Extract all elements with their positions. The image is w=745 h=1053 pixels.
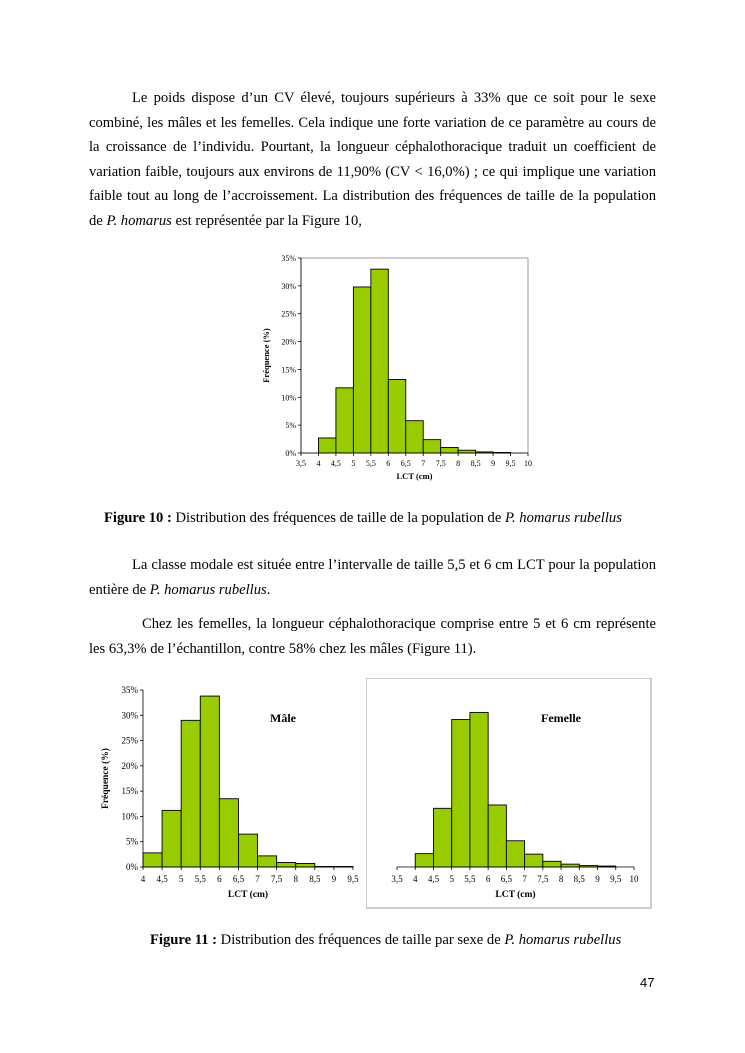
histogram-bar <box>441 447 458 453</box>
histogram-bar <box>415 854 433 867</box>
x-tick-label: 5 <box>351 459 356 468</box>
paragraph-text: La classe modale est située entre l’intervalle de taille 5,5 et 6 cm LCT pour la population entière de <box>89 557 656 598</box>
x-tick-label: 7,5 <box>537 874 549 884</box>
x-tick-label: 6 <box>217 874 222 884</box>
x-tick-label: 6 <box>485 874 491 884</box>
x-tick-label: 7 <box>255 874 260 884</box>
x-tick-label: 7 <box>522 874 527 884</box>
x-tick-label: 6 <box>386 459 391 468</box>
x-tick-label: 8 <box>558 874 564 884</box>
y-tick-label: 10% <box>121 811 138 822</box>
x-tick-label: 10 <box>629 874 639 884</box>
y-axis-title: Fréquence (%) <box>261 328 271 383</box>
y-tick-label: 20% <box>281 337 296 347</box>
page-number: 47 <box>640 975 655 990</box>
x-tick-label: 4,5 <box>156 874 168 884</box>
histogram-bar <box>388 379 405 453</box>
caption-species: P. homarus rubellus <box>504 510 622 526</box>
histogram-bar <box>162 810 181 867</box>
histogram-bar <box>277 862 296 867</box>
histogram-bar <box>452 720 470 867</box>
histogram-bar <box>470 712 488 867</box>
y-tick-label: 35% <box>281 254 296 263</box>
histogram-bar <box>561 864 579 867</box>
x-tick-label: 4 <box>140 874 146 884</box>
y-tick-label: 30% <box>121 710 138 721</box>
x-tick-label: 6,5 <box>500 874 513 884</box>
x-tick-label: 4 <box>412 874 418 884</box>
y-tick-label: 25% <box>121 735 138 746</box>
chart-title: Femelle <box>541 711 581 725</box>
x-tick-label: 9 <box>331 874 337 884</box>
paragraph-weight-cv <box>89 86 656 233</box>
caption-species: P. homarus rubellus <box>504 932 622 948</box>
histogram-bar <box>488 805 506 867</box>
figure-10-svg <box>255 248 545 488</box>
x-tick-label: 9,5 <box>505 459 516 468</box>
histogram-bar <box>296 863 315 867</box>
x-tick-label: 5,5 <box>194 874 206 884</box>
figure-11-caption <box>150 932 621 949</box>
chart-title: Mâle <box>270 711 296 725</box>
y-tick-label: 5% <box>285 421 296 431</box>
x-tick-label: 5 <box>449 874 454 884</box>
figure-11-female-svg <box>366 678 655 910</box>
histogram-bar <box>143 853 162 867</box>
histogram-bar <box>406 421 423 453</box>
species-name: P. homarus <box>106 212 172 229</box>
caption-text: Distribution des fréquences de taille de la population de <box>171 510 505 526</box>
x-tick-label: 8,5 <box>573 874 585 884</box>
x-tick-label: 9,5 <box>610 874 622 884</box>
x-tick-label: 6,5 <box>232 874 245 884</box>
x-tick-label: 9 <box>491 459 496 468</box>
histogram-bar <box>353 287 370 453</box>
y-axis-title: Fréquence (%) <box>101 748 111 809</box>
paragraph-text: est représentée par la Figure 10, <box>171 212 362 229</box>
histogram-bar <box>238 834 257 867</box>
figure-10-chart <box>255 248 545 488</box>
y-tick-label: 25% <box>281 309 296 319</box>
histogram-bar <box>543 861 561 867</box>
y-tick-label: 10% <box>281 393 296 403</box>
paragraph-females-males <box>89 612 656 661</box>
histogram-bar <box>458 450 475 453</box>
x-tick-label: 9 <box>595 874 600 884</box>
caption-label: Figure 11 : <box>150 932 218 948</box>
y-tick-label: 20% <box>121 760 138 771</box>
x-tick-label: 4,5 <box>427 874 440 884</box>
y-tick-label: 5% <box>126 836 138 847</box>
x-tick-label: 5 <box>178 874 184 884</box>
x-tick-label: 4 <box>316 459 321 468</box>
y-tick-label: 15% <box>121 786 138 797</box>
histogram-bar <box>258 856 277 867</box>
paragraph-modal-class <box>89 553 656 602</box>
histogram-bar <box>336 388 353 453</box>
x-tick-label: 3,5 <box>296 459 306 468</box>
x-axis-title: LCT (cm) <box>227 890 269 900</box>
x-tick-label: 9,5 <box>347 874 359 884</box>
paragraph-text: Chez les femelles, la longueur céphalothoracique comprise entre 5 et 6 cm représente les 63,3% de l’échantillon, contre 58% chez les mâles (Figure 11). <box>89 616 656 657</box>
figure-11-male-svg <box>98 678 366 910</box>
histogram-bar <box>200 696 219 867</box>
histogram-bar <box>371 269 388 453</box>
figure-11-female-chart <box>366 678 655 910</box>
x-tick-label: 8 <box>456 459 461 468</box>
x-axis-title: LCT (cm) <box>396 471 433 481</box>
x-tick-label: 7,5 <box>435 459 446 468</box>
x-tick-label: 7,5 <box>271 874 283 884</box>
x-tick-label: 8,5 <box>470 459 481 468</box>
y-tick-label: 0% <box>285 449 296 458</box>
x-tick-label: 7 <box>421 459 426 468</box>
histogram-bar <box>318 438 335 453</box>
histogram-bar <box>506 841 524 867</box>
x-tick-label: 10 <box>524 459 532 468</box>
caption-text: Distribution des fréquences de taille par sexe de <box>217 932 505 948</box>
species-name: P. homarus rubellus <box>149 581 267 598</box>
figure-10-caption <box>104 510 622 527</box>
histogram-bar <box>525 854 543 867</box>
histogram-bar <box>181 720 200 867</box>
y-tick-label: 30% <box>281 281 296 291</box>
y-tick-label: 35% <box>121 685 138 695</box>
x-tick-label: 3,5 <box>391 874 403 884</box>
histogram-bar <box>219 799 238 867</box>
figure-11-male-chart <box>98 678 366 910</box>
x-tick-label: 5,5 <box>365 459 376 468</box>
x-tick-label: 5,5 <box>464 874 476 884</box>
caption-label: Figure 10 : <box>104 510 172 526</box>
x-tick-label: 6,5 <box>400 459 411 468</box>
x-axis-title: LCT (cm) <box>495 890 536 900</box>
histogram-bar <box>423 440 440 453</box>
paragraph-text: Le poids dispose d’un CV élevé, toujours supérieurs à 33% que ce soit pour le sexe combiné, les mâles et les femelles. Cela indique une forte variation de ce paramètre au cours de la croissance de l’individu. Pourtant, la longueur céphalothoracique traduit un coefficient de variation faible, toujours aux environs de 11,90% (CV < 16,0%) ; ce qui implique une variation faible tout au long de l’accroissement. La distribution des fréquences de taille de la population de <box>89 90 656 229</box>
x-tick-label: 8 <box>293 874 298 884</box>
histogram-bar <box>433 808 451 867</box>
y-tick-label: 0% <box>126 862 138 872</box>
x-tick-label: 4,5 <box>330 459 341 468</box>
y-tick-label: 15% <box>281 365 296 375</box>
paragraph-text: . <box>266 581 271 598</box>
x-tick-label: 8,5 <box>309 874 321 884</box>
